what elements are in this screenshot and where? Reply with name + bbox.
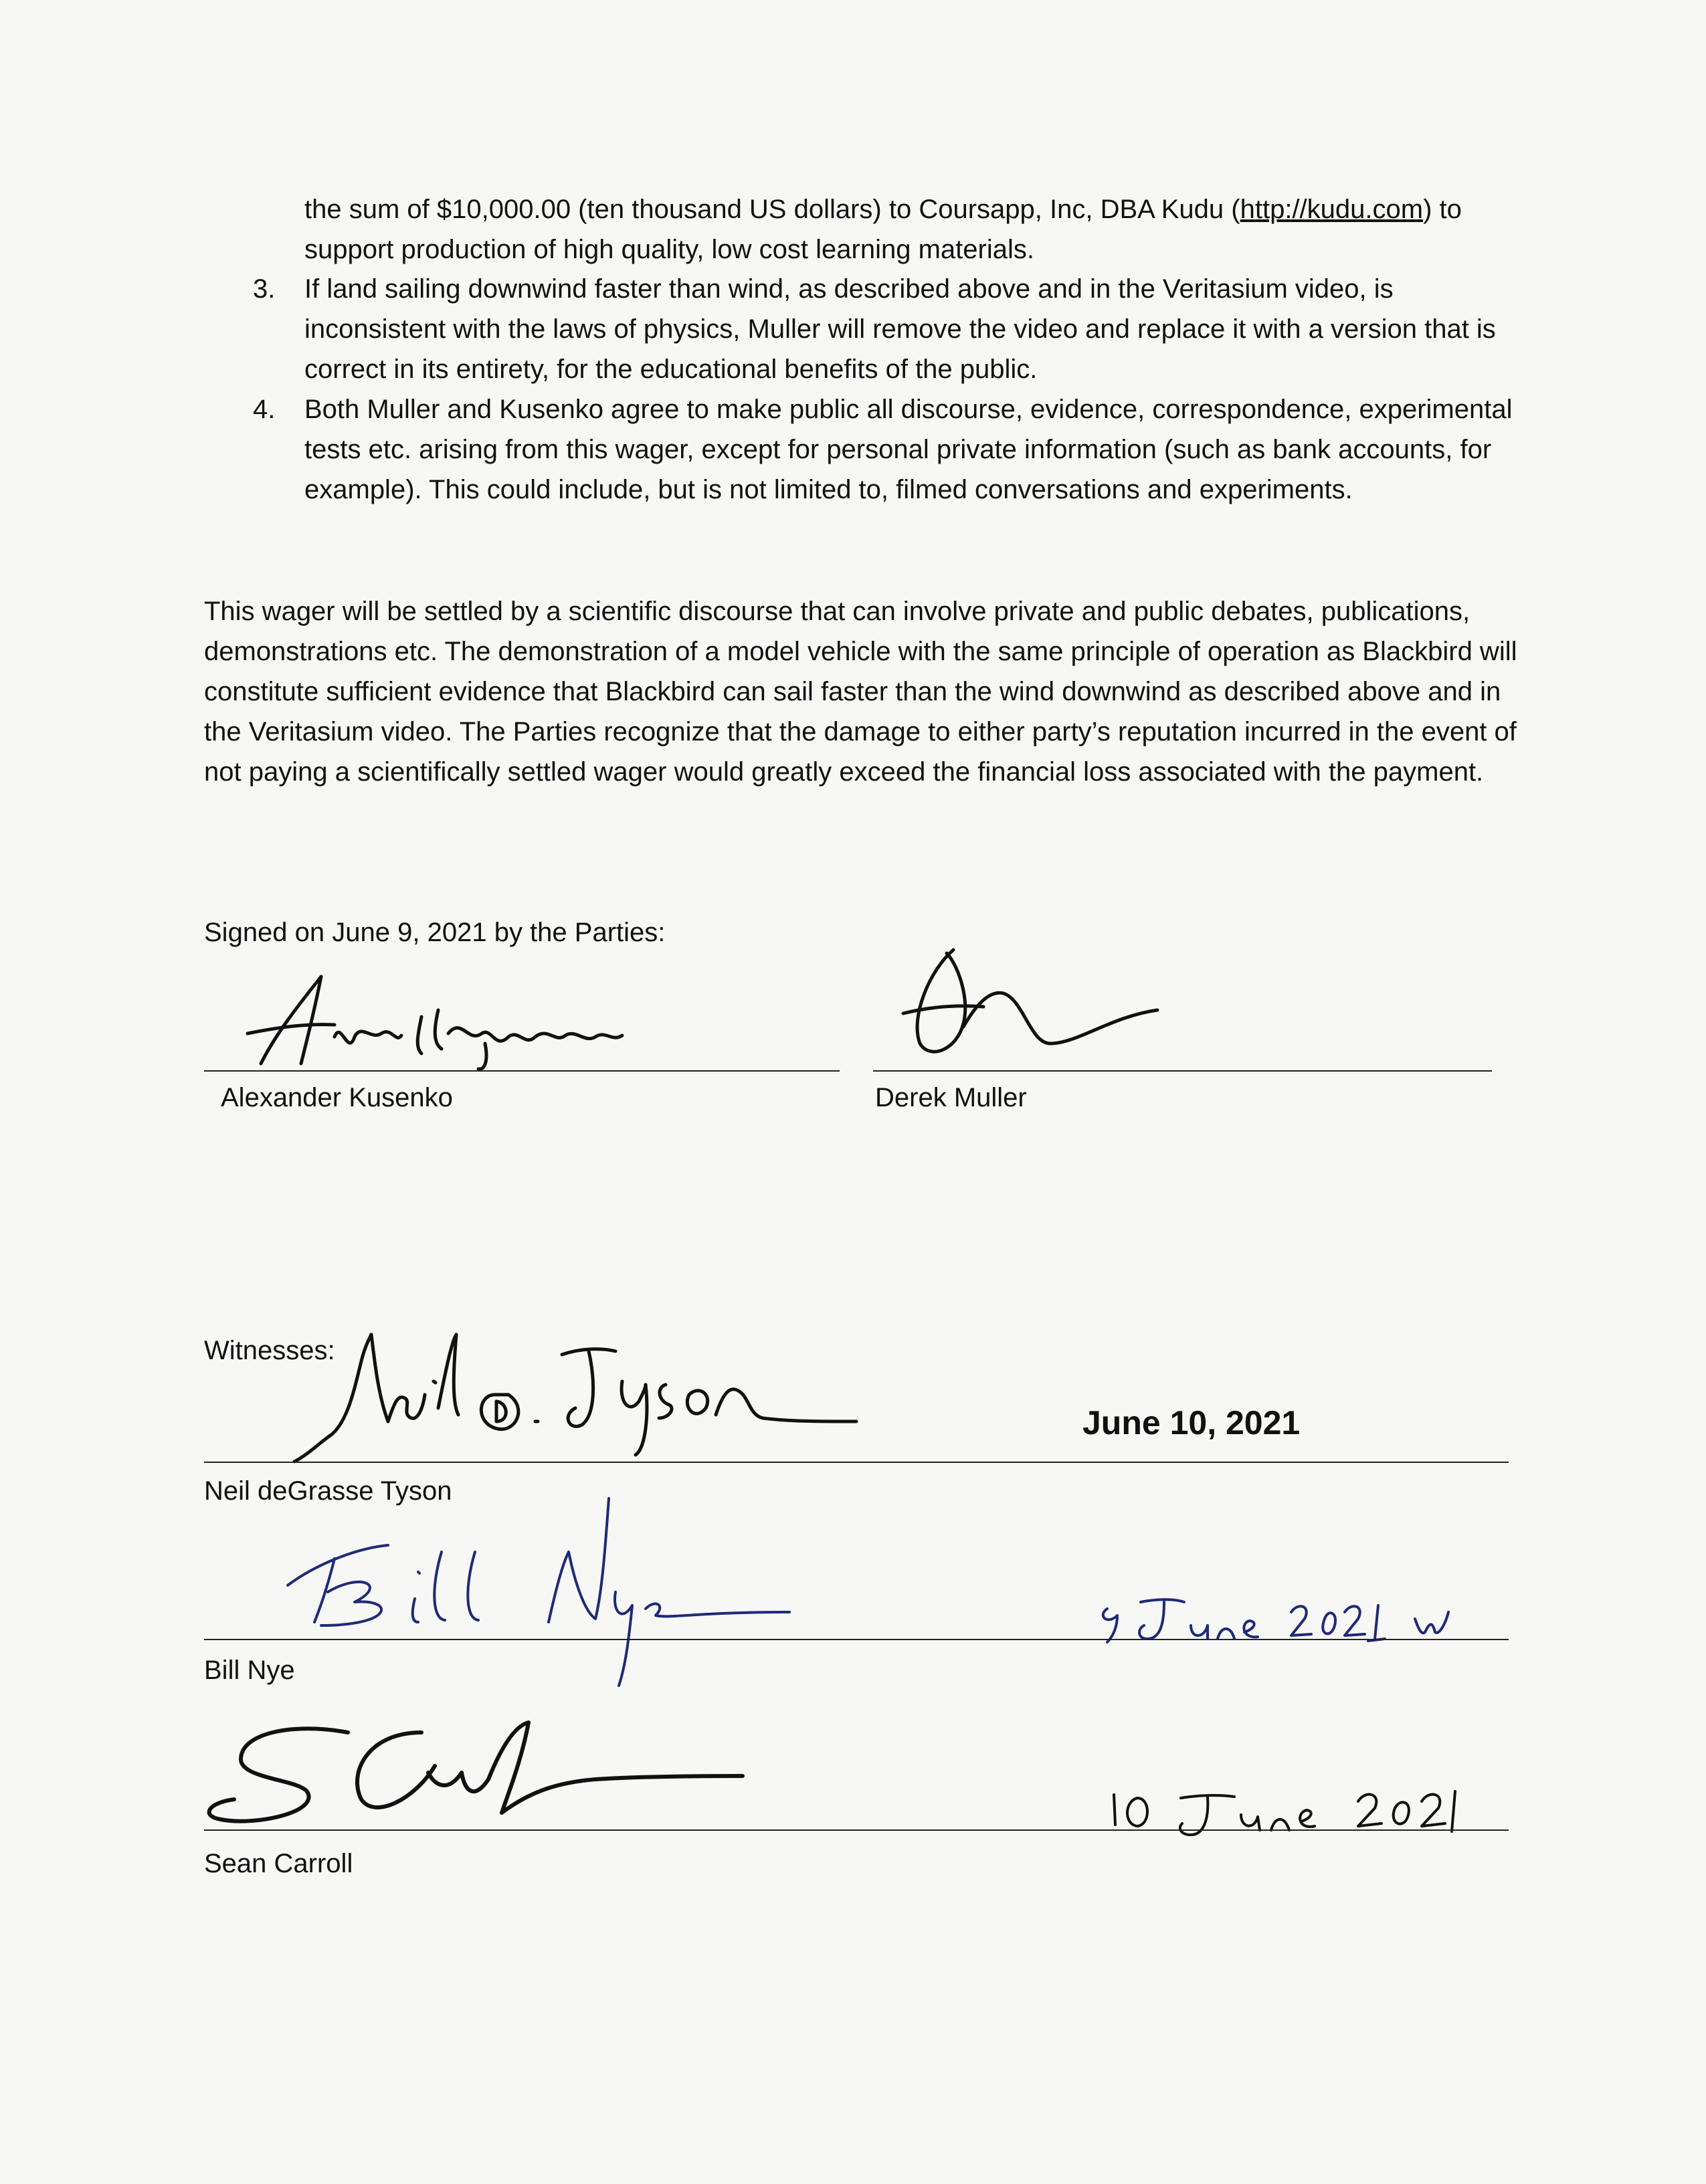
nye-name: Bill Nye <box>204 1656 295 1685</box>
item-4-number: 4. <box>253 395 276 424</box>
item-2-text-a: the sum of $10,000.00 (ten thousand US dollars) to Coursapp, Inc, DBA Kudu ( <box>304 195 1240 224</box>
item-4-text: Both Muller and Kusenko agree to make public all discourse, evidence, correspondence, experimental tests etc. arising from this wager, except for personal private information (such as bank accounts, for example). This could include, but is not limited to, filmed conversations and experiments. <box>304 395 1513 504</box>
signed-line: Signed on June 9, 2021 by the Parties: <box>204 918 666 947</box>
muller-signature <box>890 943 1224 1064</box>
kusenko-signature-line <box>204 1070 840 1072</box>
item-2-continuation <box>304 189 1522 270</box>
kusenko-name: Alexander Kusenko <box>221 1083 453 1112</box>
kusenko-signature <box>221 970 702 1070</box>
carroll-handwritten-date <box>1107 1778 1455 1845</box>
item-3-text: If land sailing downwind faster than wind, as described above and in the Veritasium video, is inconsistent with the laws of physics, Muller will remove the video and replace it with a version that is correct in its entirety, for the educational benefits of the public. <box>304 274 1496 384</box>
carroll-signature-line <box>204 1829 1509 1831</box>
muller-signature-line <box>873 1070 1492 1072</box>
tyson-date: June 10, 2021 <box>1082 1404 1301 1442</box>
carroll-name: Sean Carroll <box>204 1849 353 1878</box>
muller-name: Derek Muller <box>875 1083 1027 1112</box>
tyson-signature-line <box>204 1462 1509 1463</box>
item-2-text-b: ) to support production of high quality, low cost learning materials. <box>304 195 1462 264</box>
tyson-signature <box>281 1321 883 1468</box>
item-3-number: 3. <box>253 274 276 304</box>
nye-signature <box>281 1492 830 1692</box>
kudu-link[interactable]: http://kudu.com <box>1240 195 1424 224</box>
settlement-paragraph: This wager will be settled by a scientific discourse that can involve private and public debates, publications, demonstrations etc. The demonstration of a model vehicle with the same principle of operation as Blackbird will constitute sufficient evidence that Blackbird can sail faster than the wind downwind as described above and in the Veritasium video. The Parties recognize that the damage to either party’s reputation incurred in the event of not paying a scientifically settled wager would greatly exceed the financial loss associated with the payment. <box>204 597 1517 787</box>
witnesses-label: Witnesses: <box>204 1336 335 1365</box>
nye-signature-line <box>204 1639 1509 1640</box>
carroll-signature <box>194 1719 783 1826</box>
tyson-name: Neil deGrasse Tyson <box>204 1476 452 1506</box>
